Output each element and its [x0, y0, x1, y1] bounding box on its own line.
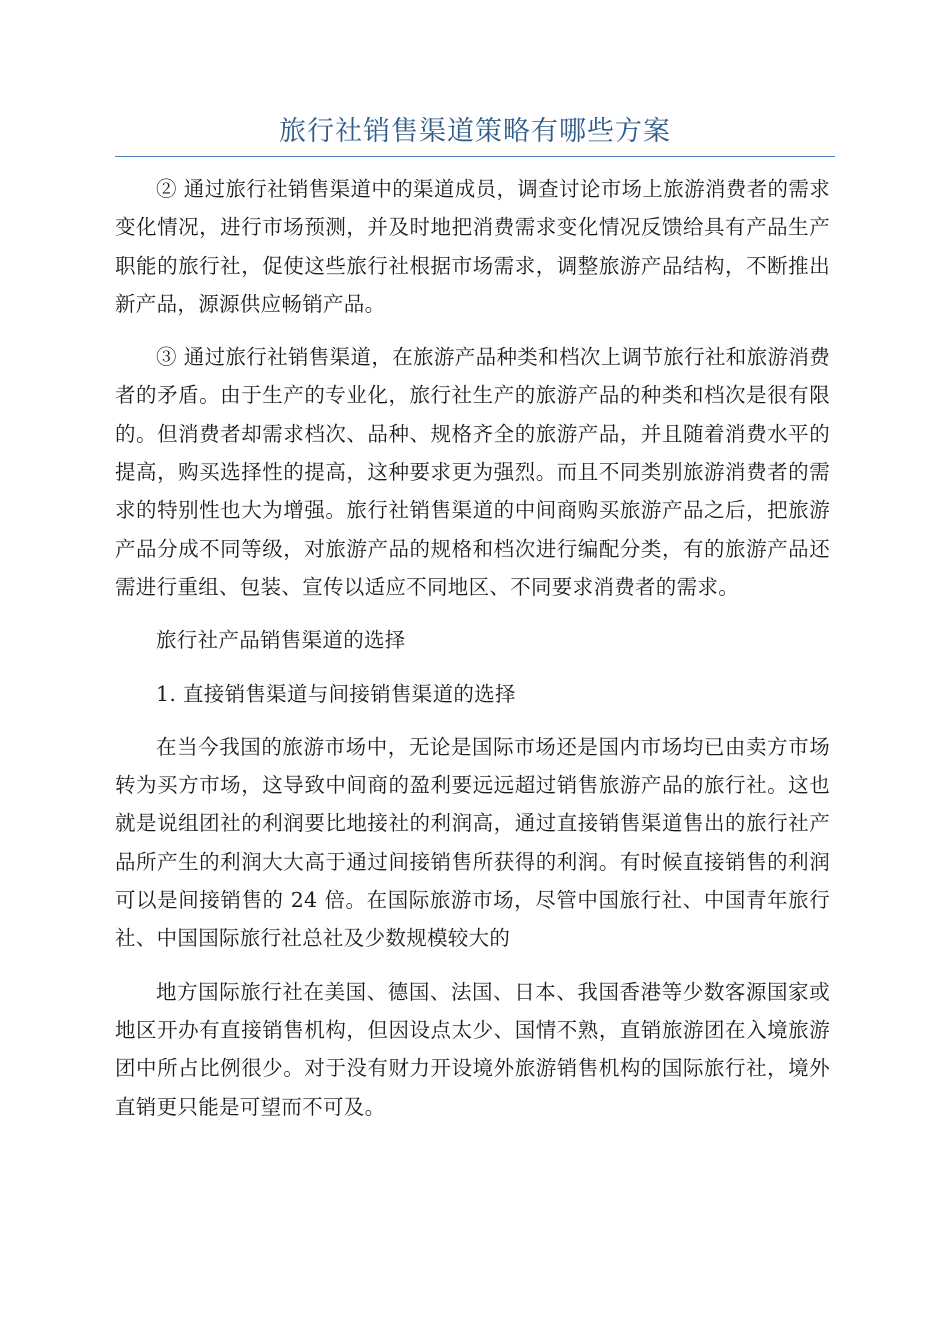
paragraph-product-variety: ③ 通过旅行社销售渠道，在旅游产品种类和档次上调节旅行社和旅游消费者的矛盾。由于生产的专业化，旅行社生产的旅游产品的种类和档次是很有限的。但消费者却需求档次、品种、规格齐全的旅游产品，并且随着消费水平的提高，购买选择性的提高，这种要求更为强烈。而且不同类别旅游消费者的需求的特别性也大为增强。旅行社销售渠道的中间商购买旅游产品之后，把旅游产品分成不同等级，对旅游产品的规格和档次进行编配分类，有的旅游产品还需进行重组、包装、宣传以适应不同地区、不同要求消费者的需求。: [115, 345, 830, 599]
section-heading: 旅行社产品销售渠道的选择: [156, 628, 406, 653]
page-title: 旅行社销售渠道策略有哪些方案: [279, 116, 671, 147]
document-body: [115, 170, 830, 1141]
paragraph-market-research: ② 通过旅行社销售渠道中的渠道成员，调查讨论市场上旅游消费者的需求变化情况，进行市场预测，并及时地把消费需求变化情况反馈给具有产品生产职能的旅行社，促使这些旅行社根据市场需求，调整旅游产品结构，不断推出新产品，源源供应畅销产品。: [115, 177, 830, 316]
subsection-heading: 1. 直接销售渠道与间接销售渠道的选择: [156, 681, 516, 706]
paragraph-overseas-offices: 地方国际旅行社在美国、德国、法国、日本、我国香港等少数客源国家或地区开办有直接销售机构，但因设点太少、国情不熟，直销旅游团在入境旅游团中所占比例很少。对于没有财力开设境外旅游销售机构的国际旅行社，境外直销更只能是可望而不可及。: [115, 979, 830, 1119]
paragraph-direct-sales: 在当今我国的旅游市场中，无论是国际市场还是国内市场均已由卖方市场转为买方市场，这导致中间商的盈利要远远超过销售旅游产品的旅行社。这也就是说组团社的利润要比地接社的利润高，通过直接销售渠道售出的旅行社产品所产生的利润大大高于通过间接销售所获得的利润。有时候直接销售的利润可以是间接销售的 24 倍。在国际旅游市场，尽管中国旅行社、中国青年旅行社、中国国际旅行社总社及少数规模较大的: [115, 734, 830, 951]
title-block: [115, 108, 835, 157]
